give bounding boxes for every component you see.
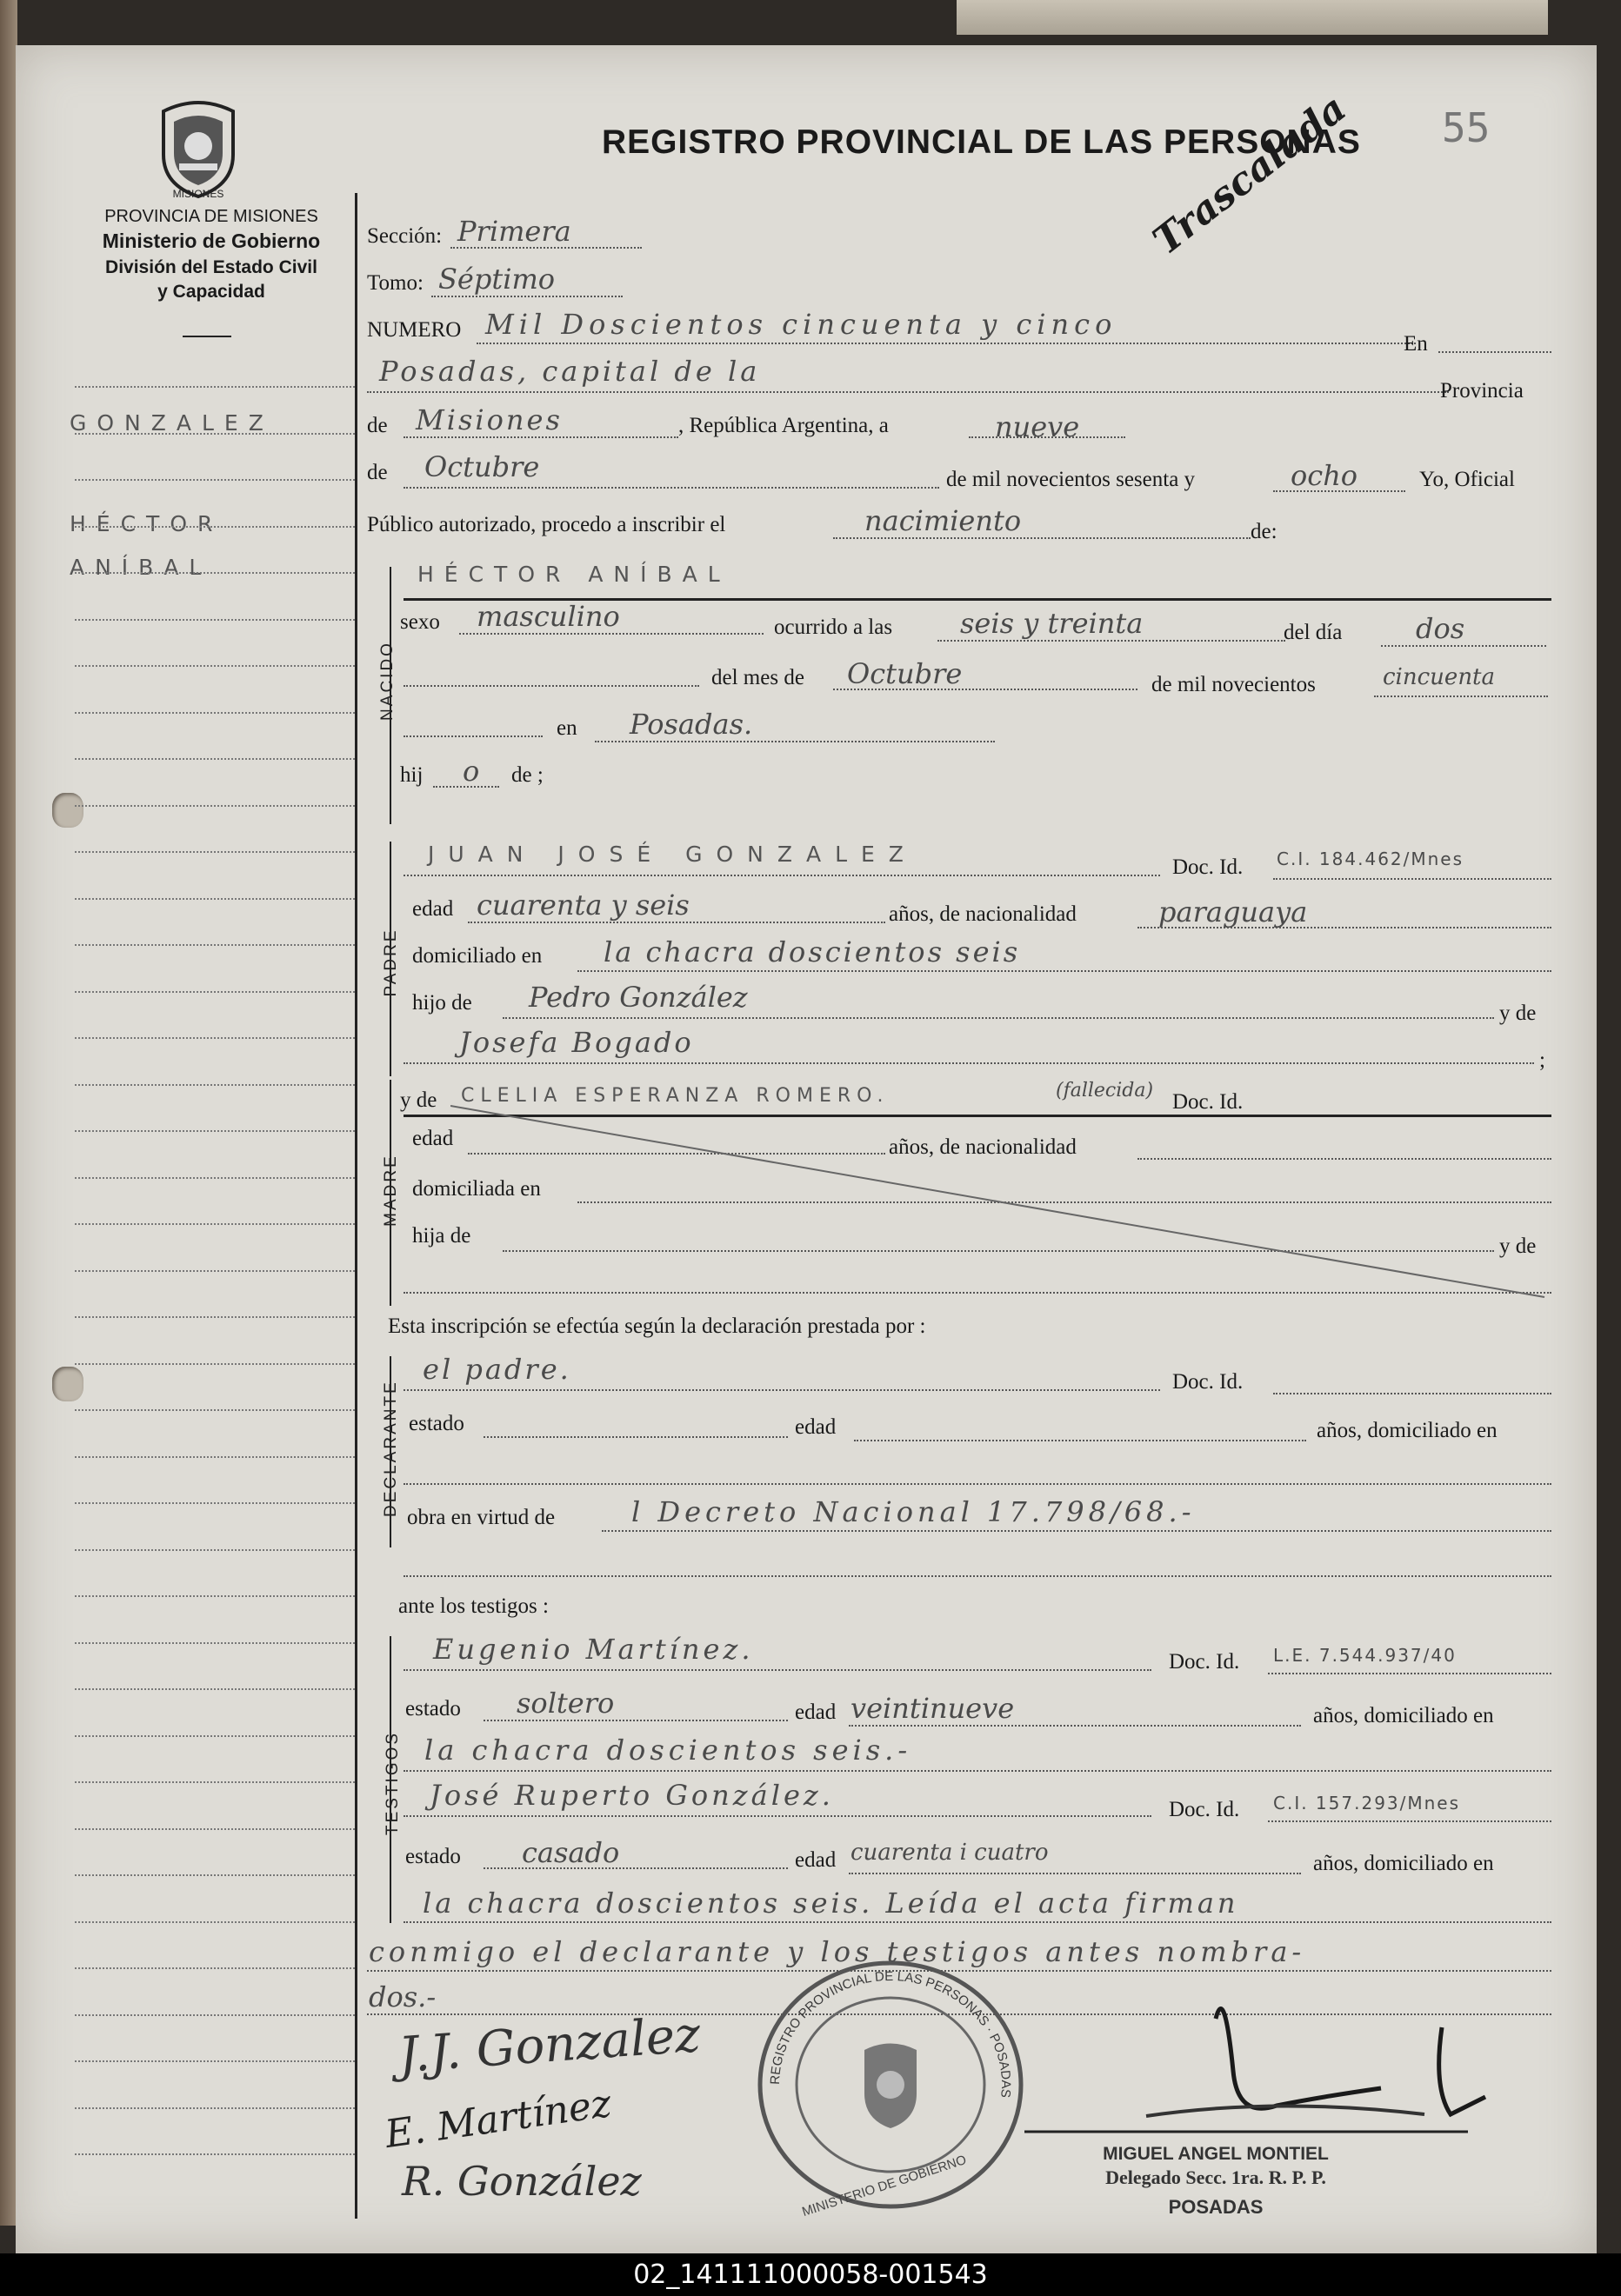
mil-label: de mil novecientos (1151, 673, 1316, 696)
testigo-2-dom-label: años, domiciliado en (1313, 1852, 1494, 1875)
padre-name: JUAN JOSÉ GONZALEZ (428, 842, 917, 867)
margin-dotted-line (75, 2153, 355, 2155)
registry-sheet (16, 45, 1597, 2253)
svg-text:REGISTRO PROVINCIAL DE LAS PER: REGISTRO PROVINCIAL DE LAS PERSONAS · POSADAS (767, 1968, 1014, 2099)
binding-spine (0, 0, 17, 2226)
margin-dotted-line (75, 1549, 355, 1551)
nacido-section-label: NACIDO (378, 641, 397, 721)
testigo-1-name: Eugenio Martínez. (433, 1633, 754, 1666)
tomo-label: Tomo: (367, 271, 424, 295)
divider (183, 336, 231, 337)
tomo-value: Séptimo (438, 263, 556, 296)
testigo-1-dom-label: años, domiciliado en (1313, 1704, 1494, 1727)
day-value: nueve (995, 410, 1080, 443)
margin-dotted-line (75, 898, 355, 900)
declarante-edad-label: edad (795, 1415, 837, 1439)
margin-dotted-line (75, 1967, 355, 1969)
madre-nac-label: años, de nacionalidad (889, 1135, 1077, 1159)
handwritten-annotation: Trascalada (1144, 86, 1355, 263)
provincia-label: Provincia (1440, 379, 1524, 403)
month-value: Octubre (424, 450, 540, 483)
coat-of-arms-icon (155, 94, 242, 200)
declaracion-intro: Esta inscripción se efectúa según la declaración prestada por : (388, 1314, 926, 1338)
testigo-2-edad-value: cuarenta i cuatro (851, 1840, 1049, 1866)
testigos-section-label: TESTIGOS (384, 1730, 402, 1835)
testigos-intro: ante los testigos : (398, 1594, 549, 1618)
hij-label: hij (400, 763, 424, 787)
padre-edad-value: cuarenta y seis (477, 888, 690, 922)
margin-rule (355, 193, 357, 2219)
year-label: de mil novecientos sesenta y (946, 468, 1196, 491)
dia-value: dos (1416, 612, 1465, 645)
nacido-name: HÉCTOR ANÍBAL (417, 562, 730, 587)
de-label-2: de (367, 461, 388, 484)
margin-dotted-line (75, 1084, 355, 1086)
margin-dotted-line (75, 1874, 355, 1876)
testigo-1-edad-label: edad (795, 1700, 837, 1724)
padre-nac-label: años, de nacionalidad (889, 902, 1077, 926)
padre-section-label: PADRE (382, 928, 400, 997)
officer-name: MIGUEL ANGEL MONTIEL (1103, 2144, 1329, 2164)
margin-dotted-line (75, 1688, 355, 1690)
padre-hijo-label: hijo de (412, 991, 472, 1015)
margin-dotted-line (75, 1735, 355, 1737)
margin-dotted-line (75, 386, 355, 388)
obra-value: l Decreto Nacional 17.798/68.- (631, 1495, 1196, 1528)
division-label: División del Estado Civil (105, 257, 317, 277)
next-sheet-edge (957, 0, 1548, 35)
anio-value: cincuenta (1383, 664, 1496, 690)
declarante-dom-label: años, domiciliado en (1317, 1419, 1498, 1442)
page-title: REGISTRO PROVINCIAL DE LAS PERSONAS (602, 123, 1361, 161)
padre-doc-label: Doc. Id. (1172, 855, 1244, 879)
cancel-strike-line (450, 1104, 1546, 1313)
testigo-2-estado-value: casado (522, 1836, 620, 1869)
margin-dotted-line (75, 1316, 355, 1318)
province-label: PROVINCIA DE MISIONES (104, 207, 318, 226)
padre-doc-value: C.I. 184.462/Mnes (1277, 849, 1464, 869)
binding-hole (52, 793, 83, 828)
margin-dotted-line (75, 526, 355, 528)
madre-note: (fallecida) (1056, 1080, 1154, 1101)
crest-label: MISIONES (172, 188, 224, 200)
declarante-doc-label: Doc. Id. (1172, 1370, 1244, 1394)
division-label-2: y Capacidad (157, 282, 265, 302)
madre-name: CLELIA ESPERANZA ROMERO. (461, 1085, 890, 1107)
margin-dotted-line (75, 1037, 355, 1039)
hij-value: o (463, 755, 480, 788)
margin-dotted-line (75, 1177, 355, 1179)
madre-doc-label: Doc. Id. (1172, 1090, 1244, 1114)
margin-dotted-line (75, 1456, 355, 1458)
margin-dotted-line (75, 2107, 355, 2109)
testigo-2-doc-value: C.I. 157.293/Mnes (1273, 1793, 1461, 1814)
madre-y-de-label: y de (400, 1088, 437, 1112)
testigo-1-estado-label: estado (405, 1697, 461, 1720)
margin-dotted-line (75, 1642, 355, 1644)
en-label-2: en (557, 716, 577, 740)
del-dia-label: del día (1284, 621, 1343, 644)
oficial-label: Yo, Oficial (1419, 468, 1515, 491)
officer-title: Delegado Secc. 1ra. R. P. P. (1105, 2166, 1326, 2188)
padre-nac-value: paraguaya (1158, 895, 1308, 928)
sexo-value: masculino (477, 600, 620, 633)
de-label: de (367, 414, 388, 437)
en-label: En (1404, 332, 1428, 356)
year-value: ocho (1291, 459, 1358, 492)
signature-testigo-1: E. Martínez (382, 2081, 615, 2157)
republica-label: , República Argentina, a (678, 414, 889, 437)
padre-edad-label: edad (412, 897, 454, 921)
margin-dotted-line (75, 1781, 355, 1783)
officer-city: POSADAS (1168, 2196, 1264, 2218)
margin-dotted-line (75, 2060, 355, 2062)
madre-y-de-label-2: y de (1499, 1235, 1537, 1258)
margin-dotted-line (75, 1223, 355, 1225)
testigo-1-estado-value: soltero (517, 1687, 615, 1720)
margin-dotted-line (75, 433, 355, 435)
margin-dotted-line (75, 1828, 355, 1830)
margin-dotted-line (75, 1130, 355, 1132)
margin-dotted-line (75, 1409, 355, 1411)
testigo-2-dom-value: la chacra doscientos seis. Leída el acta firman (423, 1887, 1239, 1920)
testigo-1-doc-value: L.E. 7.544.937/40 (1273, 1645, 1457, 1666)
act-value: nacimiento (864, 504, 1022, 537)
obra-label: obra en virtud de (407, 1506, 556, 1529)
officer-signature (1016, 1967, 1503, 2140)
margin-dotted-line (75, 758, 355, 760)
padre-dom-value: la chacra doscientos seis (604, 935, 1021, 968)
padre-y-de-label: y de (1499, 1002, 1537, 1025)
binding-hole (52, 1367, 83, 1401)
madre-dom-label: domiciliada en (412, 1177, 541, 1201)
margin-dotted-line (75, 665, 355, 667)
margin-dotted-line (75, 479, 355, 481)
margin-name-1: HÉCTOR (70, 511, 223, 536)
margin-dotted-line (75, 1595, 355, 1597)
place-value: Posadas, capital de la (379, 355, 761, 388)
hora-value: seis y treinta (960, 607, 1144, 640)
numero-value: Mil Doscientos cincuenta y cinco (485, 308, 1117, 341)
padre-dom-label: domiciliado en (412, 944, 543, 968)
margin-dotted-line (75, 572, 355, 574)
image-caption: 02_141111000058-001543 (0, 2253, 1621, 2296)
testigo-2-doc-label: Doc. Id. (1169, 1798, 1240, 1821)
testigo-2-edad-label: edad (795, 1848, 837, 1872)
madre-edad-label: edad (412, 1127, 454, 1150)
publico-label: Público autorizado, procedo a inscribir el (367, 513, 726, 536)
margin-dotted-line (75, 619, 355, 621)
margin-dotted-line (75, 805, 355, 807)
testigo-2-estado-label: estado (405, 1845, 461, 1868)
sexo-label: sexo (400, 610, 440, 634)
margin-surname: GONZALEZ (70, 410, 274, 436)
seccion-label: Sección: (367, 224, 443, 248)
mes-value: Octubre (847, 657, 963, 690)
declarante-value: el padre. (423, 1353, 571, 1386)
province-value: Misiones (416, 403, 563, 436)
signature-testigo-2: R. González (402, 2158, 642, 2205)
seccion-value: Primera (457, 215, 571, 248)
closing-line-2: dos.- (369, 1980, 437, 2013)
margin-dotted-line (75, 1502, 355, 1504)
testigo-1-doc-label: Doc. Id. (1169, 1650, 1240, 1674)
margin-name-2: ANÍBAL (70, 555, 212, 580)
margin-dotted-line (75, 2014, 355, 2016)
ministry-label: Ministerio de Gobierno (102, 230, 321, 252)
margin-dotted-line (75, 991, 355, 993)
testigo-2-name: José Ruperto González. (430, 1779, 834, 1812)
madre-hija-label: hija de (412, 1224, 471, 1248)
lugar-value: Posadas. (630, 708, 753, 741)
padre-mother-value: Josefa Bogado (459, 1026, 694, 1059)
closing-line-1: conmigo el declarante y los testigos antes nombra- (369, 1935, 1306, 1968)
declarante-estado-label: estado (409, 1412, 464, 1435)
del-mes-label: del mes de (711, 666, 804, 689)
margin-dotted-line (75, 944, 355, 946)
padre-hijo-value: Pedro González (529, 981, 748, 1014)
madre-section-label: MADRE (382, 1154, 400, 1227)
declarante-section-label: DECLARANTE (382, 1380, 400, 1517)
margin-dotted-line (75, 712, 355, 714)
signature-declarante: J.J. Gonzalez (397, 2006, 703, 2085)
seal-inner-text: MINISTERIO DE GOBIERNO (800, 2152, 969, 2220)
testigo-1-edad-value: veintinueve (851, 1692, 1015, 1725)
de-semicolon: de ; (511, 763, 544, 787)
padre-semicolon: ; (1539, 1048, 1545, 1072)
ocurrido-label: ocurrido a las (774, 616, 893, 639)
testigo-1-dom-value: la chacra doscientos seis.- (424, 1734, 912, 1767)
numero-label: NUMERO (367, 318, 462, 342)
margin-dotted-line (75, 1921, 355, 1923)
margin-dotted-line (75, 1363, 355, 1365)
margin-dotted-line (75, 851, 355, 853)
page-number: 55 (1442, 104, 1491, 151)
de-colon: de: (1251, 520, 1277, 543)
margin-dotted-line (75, 1270, 355, 1272)
